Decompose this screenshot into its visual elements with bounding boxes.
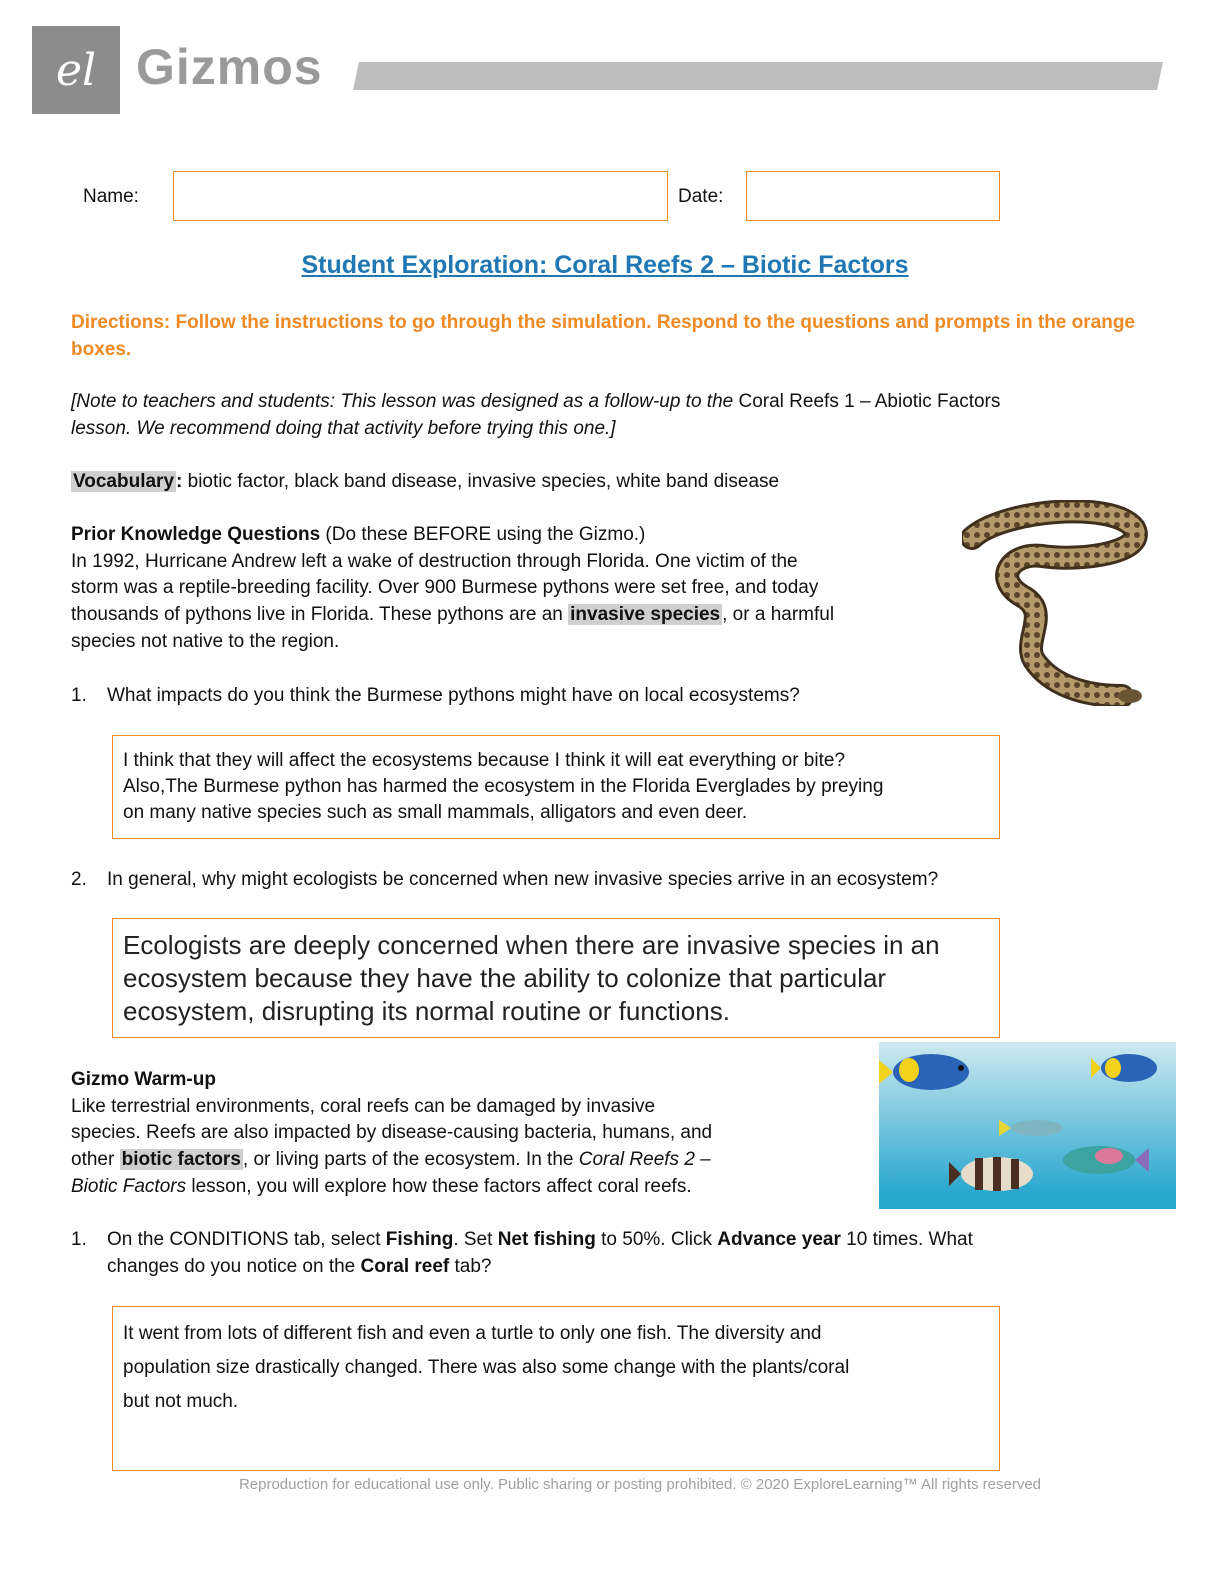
header-bar — [353, 62, 1163, 90]
warmup-line3-italic: Coral Reefs 2 – — [578, 1149, 711, 1171]
advance-year-term: Advance year — [717, 1229, 841, 1250]
warmup-question-text — [107, 1227, 973, 1280]
wq-c: . Set — [453, 1229, 498, 1250]
question-number: 2. — [71, 869, 87, 890]
answer-3-line3: but not much. — [123, 1391, 239, 1412]
question-text: In general, why might ecologists be concerned when new invasive species arrive in an ecosystem? — [107, 869, 939, 890]
coral-reef-term: Coral reef — [360, 1255, 450, 1277]
pk-line3b: , or a harmful — [722, 604, 835, 626]
angelfish-left-icon — [879, 1054, 969, 1090]
reef-fish-image — [879, 1042, 1176, 1209]
answer-3-line2: population size drastically changed. There was also some change with the plants/coral — [123, 1357, 850, 1378]
answer-box-2[interactable] — [112, 918, 1000, 1038]
biotic-factors-term: biotic factors — [121, 1149, 241, 1171]
answer-1-line2: Also,The Burmese python has harmed the ecosystem in the Florida Everglades by preying — [123, 776, 884, 797]
page-title: Student Exploration: Coral Reefs 2 – Biotic Factors — [301, 251, 909, 279]
pk-line2: storm was a reptile-breeding facility. Over 900 Burmese pythons were set free, and today — [71, 577, 819, 599]
note-part1: [Note to teachers and students: This lesson was designed as a follow-up to the — [71, 391, 734, 412]
prior-knowledge-note: (Do these BEFORE using the Gizmo.) — [320, 524, 646, 545]
wq-g: 10 times. What — [840, 1229, 973, 1250]
answer-3-line1: It went from lots of different fish and even a turtle to only one fish. The diversity and — [123, 1323, 822, 1344]
date-field[interactable] — [746, 171, 1000, 221]
question-number: 1. — [71, 1229, 87, 1250]
fish-illustration — [879, 1042, 1176, 1209]
question-number: 1. — [71, 685, 87, 706]
directions: Directions: Follow the instructions to go through the simulation. Respond to the questions and prompts in the orange boxes. — [71, 312, 1135, 360]
grouper-fish-icon — [949, 1157, 1033, 1191]
net-fishing-term: Net fishing — [497, 1229, 596, 1250]
note-part3: lesson. We recommend doing that activity before trying this one.] — [71, 417, 616, 439]
warmup-line4-italic: Biotic Factors — [71, 1175, 187, 1197]
name-field[interactable] — [173, 171, 668, 221]
warmup-line3b: , or living parts of the ecosystem. In the — [242, 1149, 579, 1171]
note-part2: Coral Reefs 1 – Abiotic Factors — [733, 391, 1001, 412]
date-label: Date: — [678, 186, 724, 207]
warmup-line2: species. Reefs are also impacted by disease-causing bacteria, humans, and — [71, 1122, 713, 1144]
logo-glyph: el — [55, 44, 97, 96]
wq-e: to 50%. Click — [595, 1229, 718, 1250]
pk-line3a: thousands of pythons live in Florida. These pythons are an — [71, 604, 569, 626]
answer-2-line3: ecosystem, disrupting its normal routine or functions. — [123, 996, 730, 1026]
warmup-section — [71, 1067, 871, 1201]
answer-1-line1: I think that they will affect the ecosystems because I think it will eat everything or bite? — [123, 750, 846, 771]
answer-1-line3: on many native species such as small mammals, alligators and even deer. — [123, 802, 748, 823]
yellowtail-fish-icon — [999, 1120, 1063, 1136]
name-label: Name: — [83, 186, 139, 207]
question-2 — [71, 867, 1171, 895]
answer-box-1[interactable] — [112, 735, 1000, 839]
brand-name: Gizmos — [136, 39, 323, 95]
warmup-line3a: other — [71, 1149, 120, 1171]
answer-2-line2: ecosystem because they have the ability to colonize that particular — [123, 963, 887, 993]
pk-line4: species not native to the region. — [71, 630, 340, 652]
warmup-line1: Like terrestrial environments, coral reefs can be damaged by invasive — [71, 1095, 656, 1117]
prior-knowledge-heading: Prior Knowledge Questions — [71, 524, 321, 545]
angelfish-right-icon — [1091, 1054, 1157, 1082]
question-text: What impacts do you think the Burmese pythons might have on local ecosystems? — [107, 685, 800, 706]
wq-line2c: tab? — [449, 1255, 492, 1277]
fishing-term: Fishing — [385, 1229, 454, 1250]
warmup-question-1 — [71, 1227, 1171, 1283]
question-1 — [71, 683, 1171, 711]
explorelearning-logo — [32, 26, 120, 114]
footer-copyright: Reproduction for educational use only. Public sharing or posting prohibited. © 2020 ExploreLearning™ All rights reserved — [238, 1476, 1042, 1493]
vocabulary-line — [71, 469, 1151, 496]
answer-box-3[interactable] — [112, 1306, 1000, 1471]
warmup-line4b: lesson, you will explore how these factors affect coral reefs. — [186, 1175, 692, 1197]
wq-a: On the CONDITIONS tab, select — [107, 1229, 386, 1250]
invasive-species-term: invasive species — [570, 604, 721, 626]
parrotfish-icon — [1063, 1146, 1149, 1174]
vocabulary-colon: : — [176, 471, 183, 492]
answer-2-line1: Ecologists are deeply concerned when there are invasive species in an — [123, 930, 940, 960]
vocabulary-label: Vocabulary — [73, 471, 175, 492]
teacher-note — [71, 389, 1151, 442]
warmup-heading: Gizmo Warm-up — [71, 1069, 216, 1090]
python-image — [962, 500, 1148, 706]
prior-knowledge — [71, 522, 951, 656]
vocabulary-terms: biotic factor, black band disease, invasive species, white band disease — [182, 471, 780, 492]
pk-line1: In 1992, Hurricane Andrew left a wake of destruction through Florida. One victim of the — [71, 550, 798, 572]
wq-line2a: changes do you notice on the — [107, 1255, 361, 1277]
